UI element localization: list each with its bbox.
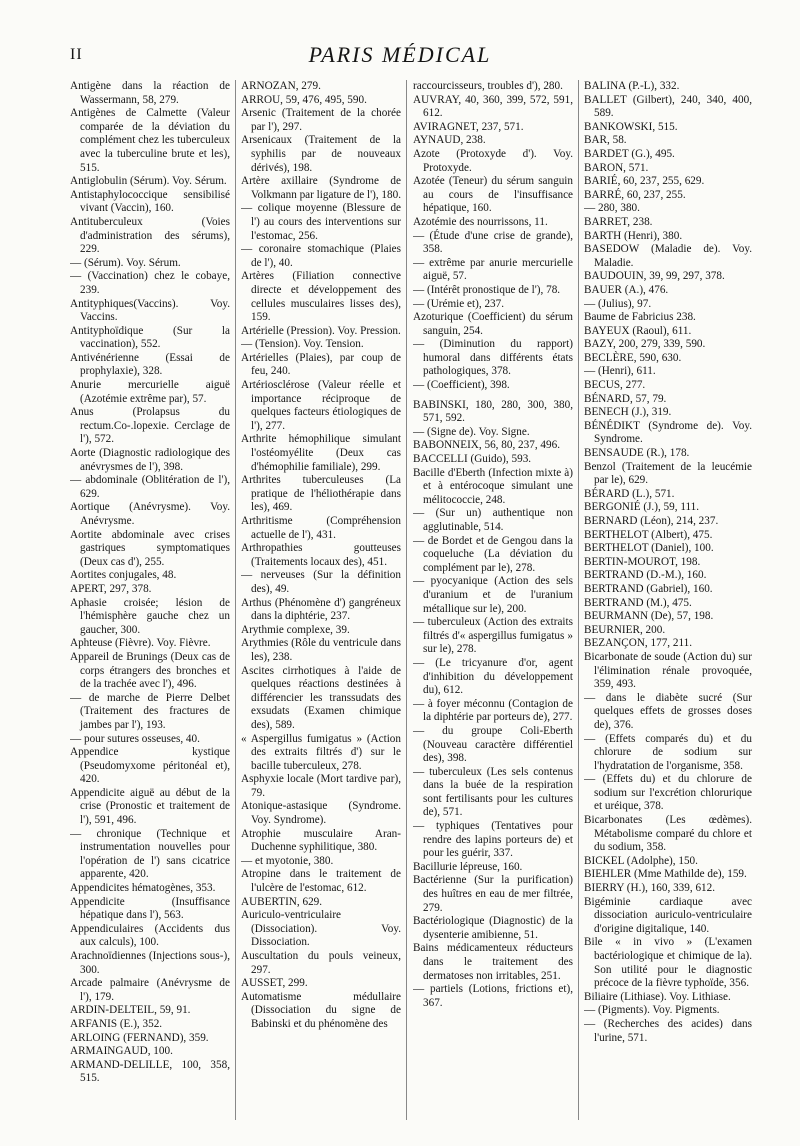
index-entry: BIEHLER (Mme Mathilde de), 159. <box>584 868 747 881</box>
index-entry: BABONNEIX, 56, 80, 237, 496. <box>413 439 560 452</box>
index-entry: Ascites cirrhotiques à l'aide de quelques réactions destinées à différencier les transsudats des exsudats (Examen chimique des), 589. <box>241 664 401 731</box>
index-entry: — chronique (Technique et instrumentation nouvelles pour l'opération de l') sans cicatrice apparente, 420. <box>70 827 230 881</box>
index-entry: — typhiques (Tentatives pour rendre des lapins porteurs de) et pour les guérir, 337. <box>413 820 573 860</box>
index-entry: Azotée (Teneur) du sérum sanguin au cours de l'insuffisance hépatique, 160. <box>413 175 573 215</box>
index-entry: Azotémie des nourrissons, 11. <box>413 215 548 228</box>
index-entry: BAYEUX (Raoul), 611. <box>584 324 692 337</box>
index-entry: BARTH (Henri), 380. <box>584 229 683 242</box>
index-entry: « Aspergillus fumigatus » (Action des extraits filtrés d') sur le bacille tuberculeux, 278. <box>241 732 401 772</box>
index-entry: Baume de Fabricius 238. <box>584 311 696 324</box>
index-entry: Antigènes de Calmette (Valeur comparée de la déviation du complément chez les tuberculeux avec la tuberculine brute et les), 515. <box>70 107 230 174</box>
index-entry: Arachnoïdiennes (Injections sous-), 300. <box>70 950 230 976</box>
index-entry: ARNOZAN, 279. <box>241 80 321 92</box>
index-entry: BASEDOW (Maladie de). Voy. Maladie. <box>584 243 752 269</box>
index-entry: — (Pigments). Voy. Pigments. <box>584 1004 720 1017</box>
index-column-2 <box>241 80 401 1130</box>
index-entry: BARON, 571. <box>584 161 649 174</box>
index-entry: — (Tension). Voy. Tension. <box>241 338 364 351</box>
index-entry: BERTIN-MOUROT, 198. <box>584 555 701 568</box>
running-title: PARIS MÉDICAL <box>308 42 492 67</box>
index-entry: Artérielle (Pression). Voy. Pression. <box>241 324 401 337</box>
index-entry: Arthropathies goutteuses (Traitements locaux des), 451. <box>241 542 401 568</box>
index-entry: BERTRAND (M.), 475. <box>584 596 692 609</box>
index-entry: BARRÉ, 60, 237, 255. <box>584 188 686 201</box>
index-entry: Azote (Protoxyde d'). Voy. Protoxyde. <box>413 147 573 174</box>
index-entry: ARDIN-DELTEIL, 59, 91. <box>70 1004 191 1017</box>
index-entry: — (Sur un) authentique non agglutinable, 514. <box>413 507 573 533</box>
index-entry: BABINSKI, 180, 280, 300, 380, 571, 592. <box>413 398 573 425</box>
index-entry: — (Effets comparés du) et du chlorure de sodium sur l'hydratation de l'organisme, 358. <box>584 732 752 772</box>
index-entry: Arsenicaux (Traitement de la syphilis par de nouveaux dérivés), 198. <box>241 134 401 174</box>
index-entry: Antistaphylococcique sensibilisé vivant (Vaccin), 160. <box>70 188 230 215</box>
index-entry: Antiglobulin (Sérum). Voy. Sérum. <box>70 175 227 188</box>
index-entry: Appendicites hématogènes, 353. <box>70 882 216 895</box>
index-entry: — (Urémie et), 237. <box>413 297 505 310</box>
index-entry: AVIRAGNET, 237, 571. <box>413 120 524 133</box>
index-entry: BAUER (A.), 476. <box>584 283 669 296</box>
index-entry: BECUS, 277. <box>584 379 646 392</box>
index-entry: ARROU, 59, 476, 495, 590. <box>241 93 367 106</box>
index-entry: — pyocyanique (Action des sels d'uranium et de l'uranium métallique sur le), 200. <box>413 575 573 615</box>
index-entry: Arthus (Phénomène d') gangréneux dans la diphtérie, 237. <box>241 596 401 623</box>
index-entry: — du groupe Coli-Eberth (Nouveau caractère différentiel des), 398. <box>413 724 573 765</box>
index-entry: — de Bordet et de Gengou dans la coqueluche (La déviation du complément par le), 278. <box>413 534 573 574</box>
index-entry: Appendicite aiguë au début de la crise (Pronostic et traitement de l'), 591, 496. <box>70 786 230 827</box>
index-entry: — et myotonie, 380. <box>241 854 334 867</box>
index-entry: — tuberculeux (Action des extraits filtrés d'« aspergillus fumigatus » sur le), 278. <box>413 616 573 656</box>
index-entry: — (Henri), 611. <box>584 365 656 378</box>
index-entry: — (Effets du) et du chlorure de sodium sur l'excrétion chlorurique et uréique, 378. <box>584 773 752 813</box>
index-entry: — (Sérum). Voy. Sérum. <box>70 256 181 269</box>
index-entry: Arythmie complexe, 39. <box>241 623 350 636</box>
index-entry: Atonique-astasique (Syndrome. Voy. Syndrome). <box>241 800 401 827</box>
index-entry: BECLÈRE, 590, 630. <box>584 351 682 364</box>
index-entry: AUVRAY, 40, 360, 399, 572, 591, 612. <box>413 93 573 120</box>
index-entry: Bicarbonates (Les œdèmes). Métabolisme comparé du chlore et du sodium, 358. <box>584 814 752 854</box>
index-entry: Aphteuse (Fièvre). Voy. Fièvre. <box>70 637 211 650</box>
index-entry: BENECH (J.), 319. <box>584 406 672 419</box>
index-entry: raccourcisseurs, troubles d'), 280. <box>413 80 563 92</box>
index-entry: — (Le tricyanure d'or, agent d'inhibition du développement du), 612. <box>413 656 573 697</box>
index-entry: Anus (Prolapsus du rectum.Co-.lopexie. Cerclage de l'), 572. <box>70 406 230 446</box>
index-entry: Aortite abdominale avec crises gastriques symptomatiques (Deux cas d'), 255. <box>70 528 230 568</box>
index-entry: BÉRARD (L.), 571. <box>584 487 675 500</box>
index-column-3 <box>413 80 573 1130</box>
index-entry: Biliaire (Lithiase). Voy. Lithiase. <box>584 990 731 1003</box>
index-entry: — extrême par anurie mercurielle aiguë, 57. <box>413 256 573 283</box>
index-entry: — (Julius), 97. <box>584 297 652 310</box>
index-entry: BERTRAND (Gabriel), 160. <box>584 582 713 595</box>
index-entry: BIERRY (H.), 160, 339, 612. <box>584 882 716 895</box>
index-entry: BENSAUDE (R.), 178. <box>584 447 690 460</box>
index-entry: Auriculo-ventriculaire (Dissociation). Voy. Dissociation. <box>241 909 401 949</box>
column-divider <box>235 80 236 1120</box>
index-entry: ARLOING (FERNAND), 359. <box>70 1031 209 1044</box>
index-entry: Arcade palmaire (Anévrysme de l'), 179. <box>70 977 230 1003</box>
index-entry: — coronaire stomachique (Plaies de l'), 40. <box>241 243 401 269</box>
index-entry: Arsenic (Traitement de la chorée par l'), 297. <box>241 107 401 133</box>
index-entry: — de marche de Pierre Delbet (Traitement des fractures de jambes par l'), 193. <box>70 691 230 731</box>
index-entry: — (Étude d'une crise de grande), 358. <box>413 229 573 256</box>
index-entry: Appendiculaires (Accidents dus aux calculs), 100. <box>70 922 230 949</box>
index-entry: BERTHELOT (Albert), 475. <box>584 528 713 541</box>
index-entry: Aorte (Diagnostic radiologique des anévrysmes de l'), 398. <box>70 447 230 473</box>
index-entry: — dans le diabète sucré (Sur quelques effets de grosses doses de), 376. <box>584 691 752 731</box>
index-entry: Bactériologique (Diagnostic) de la dysenterie amibienne, 51. <box>413 915 573 941</box>
page-header <box>0 0 800 80</box>
index-entry: Arythmies (Rôle du ventricule dans les), 238. <box>241 637 401 663</box>
index-entry: APERT, 297, 378. <box>70 582 152 595</box>
index-entry: — pour sutures osseuses, 40. <box>70 732 200 745</box>
index-entry: Artère axillaire (Syndrome de Volkmann par ligature de l'), 180. <box>241 175 401 201</box>
index-entry: Arthritisme (Compréhension actuelle de l'), 431. <box>241 515 401 541</box>
index-entry: Antityphoïdique (Sur la vaccination), 552. <box>70 324 230 351</box>
index-entry: — abdominale (Oblitération de l'), 629. <box>70 474 230 500</box>
index-entry: Bactérienne (Sur la purification) des huîtres en eau de mer filtrée, 279. <box>413 874 573 914</box>
index-entry: BERNARD (Léon), 214, 237. <box>584 515 719 527</box>
index-entry: BÉNÉDIKT (Syndrome de). Voy. Syndrome. <box>584 419 752 446</box>
index-entry: — 280, 380. <box>584 202 640 215</box>
index-entry: Artériosclérose (Valeur réelle et importance réciproque de quelques facteurs étiologiques de l'), 277. <box>241 379 401 432</box>
column-divider <box>406 80 407 1120</box>
index-entry: BICKEL (Adolphe), 150. <box>584 854 698 867</box>
index-entry: Anurie mercurielle aiguë (Azotémie extrême par), 57. <box>70 379 230 405</box>
index-entry: — partiels (Lotions, frictions et), 367. <box>413 983 573 1009</box>
index-entry: BALINA (P.-L), 332. <box>584 80 680 92</box>
index-entry: — (Coefficient), 398. <box>413 379 510 392</box>
index-entry: BEURMANN (De), 57, 198. <box>584 610 714 623</box>
index-entry: AUBERTIN, 629. <box>241 895 323 908</box>
index-column-4 <box>584 80 752 1130</box>
index-entry: Automatisme médullaire (Dissociation du signe de Babinski et du phénomène des <box>241 990 401 1030</box>
index-entry: BERTRAND (D.-M.), 160. <box>584 569 707 582</box>
index-entry: — à foyer méconnu (Contagion de la diphtérie par porteurs de), 277. <box>413 697 573 724</box>
index-entry: BARRET, 238. <box>584 215 653 228</box>
index-entry: Arthrites tuberculeuses (La pratique de l'héliothérapie dans les), 469. <box>241 474 401 514</box>
index-entry: Atrophie musculaire Aran-Duchenne syphilitique, 380. <box>241 827 401 854</box>
index-entry: BERGONIÉ (J.), 59, 111. <box>584 501 700 514</box>
index-entry: — (Diminution du rapport) humoral dans différents états pathologiques, 378. <box>413 338 573 378</box>
index-entry: Appareil de Brunings (Deux cas de corps étrangers des bronches et de la trachée avec l'), 496. <box>70 650 230 691</box>
column-divider <box>578 80 579 1120</box>
index-entry: Bacillurie lépreuse, 160. <box>413 860 523 873</box>
index-entry: Artérielles (Plaies), par coup de feu, 240. <box>241 351 401 378</box>
index-entry: AUSSET, 299. <box>241 977 308 990</box>
index-entry: BERTHELOT (Daniel), 100. <box>584 542 714 555</box>
index-entry: BEZANÇON, 177, 211. <box>584 637 693 650</box>
index-entry: BARDET (G.), 495. <box>584 147 675 160</box>
index-entry: Bacille d'Eberth (Infection mixte à) et à entérocoque simulant une mélitococcie, 248. <box>413 466 573 506</box>
index-entry: Aortites conjugales, 48. <box>70 569 177 582</box>
index-entry: ARMAND-DELILLE, 100, 358, 515. <box>70 1058 230 1085</box>
index-entry: BACCELLI (Guido), 593. <box>413 453 532 466</box>
index-entry: Antituberculeux (Voies d'administration des sérums), 229. <box>70 215 230 256</box>
index-entry: — tuberculeux (Les sels contenus dans la buée de la respiration sont fertilisants pour les cultures de), 571. <box>413 765 573 819</box>
index-entry: BAR, 58. <box>584 134 627 147</box>
index-entry: Bicarbonate de soude (Action du) sur l'élimination rénale provoquée, 359, 493. <box>584 650 752 691</box>
index-entry: — (Recherches des acides) dans l'urine, 571. <box>584 1017 752 1044</box>
page-number: II <box>70 46 83 63</box>
index-entry: ARFANIS (E.), 352. <box>70 1017 163 1030</box>
index-entry: BANKOWSKI, 515. <box>584 120 678 133</box>
index-entry: Appendice kystique (Pseudomyxome péritonéal et), 420. <box>70 746 230 786</box>
index-entry: ARMAINGAUD, 100. <box>70 1045 173 1058</box>
index-entry: BAUDOUIN, 39, 99, 297, 378. <box>584 270 725 283</box>
index-entry: BEURNIER, 200. <box>584 623 666 636</box>
index-entry: Antivénérienne (Essai de prophylaxie), 328. <box>70 351 230 378</box>
index-column-1 <box>70 80 230 1130</box>
index-entry: AYNAUD, 238. <box>413 134 486 147</box>
index-entry: BAZY, 200, 279, 339, 590. <box>584 338 706 351</box>
index-entry: BÉNARD, 57, 79. <box>584 392 667 405</box>
index-entry: — colique moyenne (Blessure de l') au cours des interventions sur l'estomac, 256. <box>241 202 401 242</box>
index-entry: Bains médicamenteux réducteurs dans le traitement des dermatoses non irritables, 251. <box>413 942 573 982</box>
index-entry: Benzol (Traitement de la leucémie par le), 629. <box>584 460 752 487</box>
index-entry: Aphasie croisée; lésion de l'hémisphère gauche chez un gaucher, 300. <box>70 596 230 636</box>
index-entry: Arthrite hémophilique simulant l'ostéomyélite (Deux cas d'hémophilie familiale), 299. <box>241 433 401 473</box>
index-entry: Antigène dans la réaction de Wassermann, 58, 279. <box>70 80 230 106</box>
index-entry: Asphyxie locale (Mort tardive par), 79. <box>241 773 401 799</box>
index-entry: — (Intérêt pronostique de l'), 78. <box>413 283 561 296</box>
index-entry: Bigéminie cardiaque avec dissociation auriculo-ventriculaire d'origine digitalique, 140. <box>584 895 752 935</box>
index-entry: Atropine dans le traitement de l'ulcère de l'estomac, 612. <box>241 868 401 895</box>
index-entry: BALLET (Gilbert), 240, 340, 400, 589. <box>584 93 752 120</box>
index-entry: Azoturique (Coefficient) du sérum sanguin, 254. <box>413 311 573 337</box>
index-entry: — (Vaccination) chez le cobaye, 239. <box>70 270 230 296</box>
index-entry: Auscultation du pouls veineux, 297. <box>241 950 401 976</box>
index-entry: Bile « in vivo » (L'examen bactériologique et chimique de la). Son utilité pour le diagnostic précoce de la fièvre typhoïde, 356. <box>584 936 752 990</box>
index-entry: BARIÉ, 60, 237, 255, 629. <box>584 175 705 188</box>
index-entry: Appendicite (Insuffisance hépatique dans l'), 563. <box>70 895 230 922</box>
index-entry: Antityphiques(Vaccins). Voy. Vaccins. <box>70 297 230 324</box>
index-entry: Aortique (Anévrysme). Voy. Anévrysme. <box>70 501 230 527</box>
index-entry: — nerveuses (Sur la définition des), 49. <box>241 569 401 595</box>
index-entry: Artères (Filiation connective directe et développement des cellules musculaires lisses des), 159. <box>241 270 401 324</box>
index-entry: — (Signe de). Voy. Signe. <box>413 425 530 438</box>
